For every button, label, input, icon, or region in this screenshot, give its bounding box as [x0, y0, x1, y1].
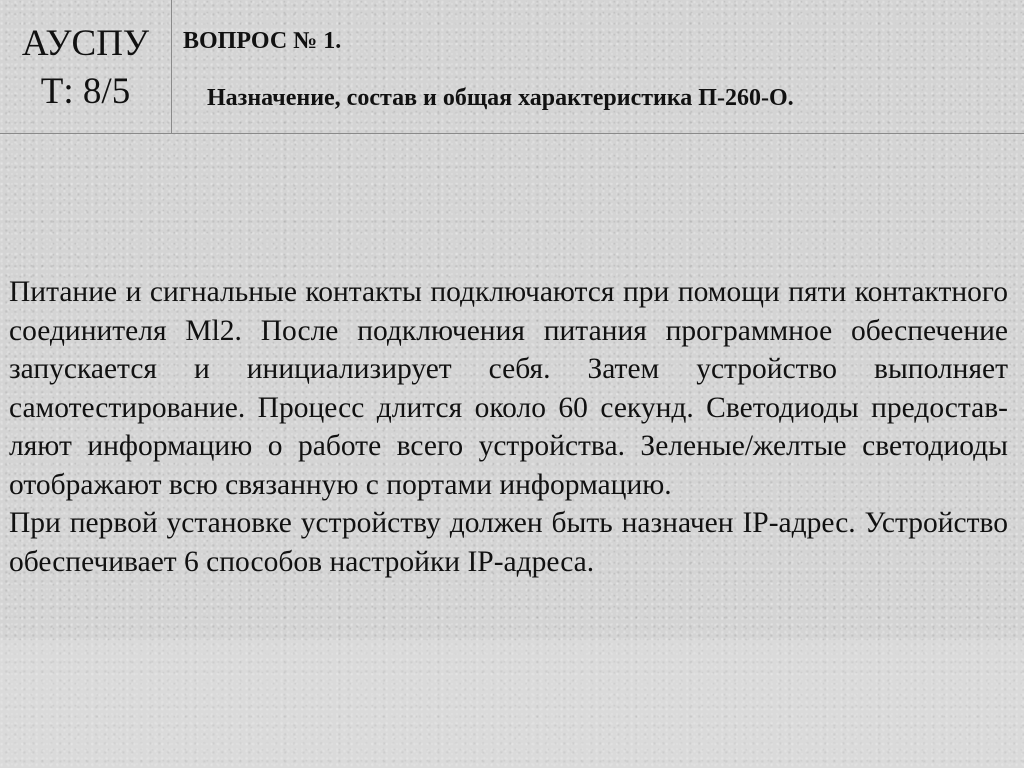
slide-body [9, 273, 1008, 581]
topic-code-box [0, 0, 172, 133]
background-band [0, 640, 1024, 768]
question-number: ВОПРОС № 1. [183, 28, 342, 54]
body-paragraph-2: При первой установке устройству должен быть назначен IP-адрес. Устройство обеспечивает 6 способов настройки IP-адреса. [9, 507, 1008, 578]
slide-header [0, 0, 1024, 134]
course-code: АУСПУ [21, 23, 150, 64]
question-title: Назначение, состав и общая характеристика П-260-О. [207, 85, 794, 111]
body-paragraph-1: Питание и сигнальные контакты подключаются при помощи пяти контактного соединителя Ml2. После подключения питания программное обеспечение запускается и инициализирует себя. Затем устройство выполняет самотестирование. Процесс длится около 60 секунд. Светодиоды предостав- ляют информацию о работе всего устройства. Зеленые/желтые светодиоды отображают всю связанную с портами информацию. [9, 276, 1008, 501]
topic-number: Т: 8/5 [40, 71, 131, 112]
